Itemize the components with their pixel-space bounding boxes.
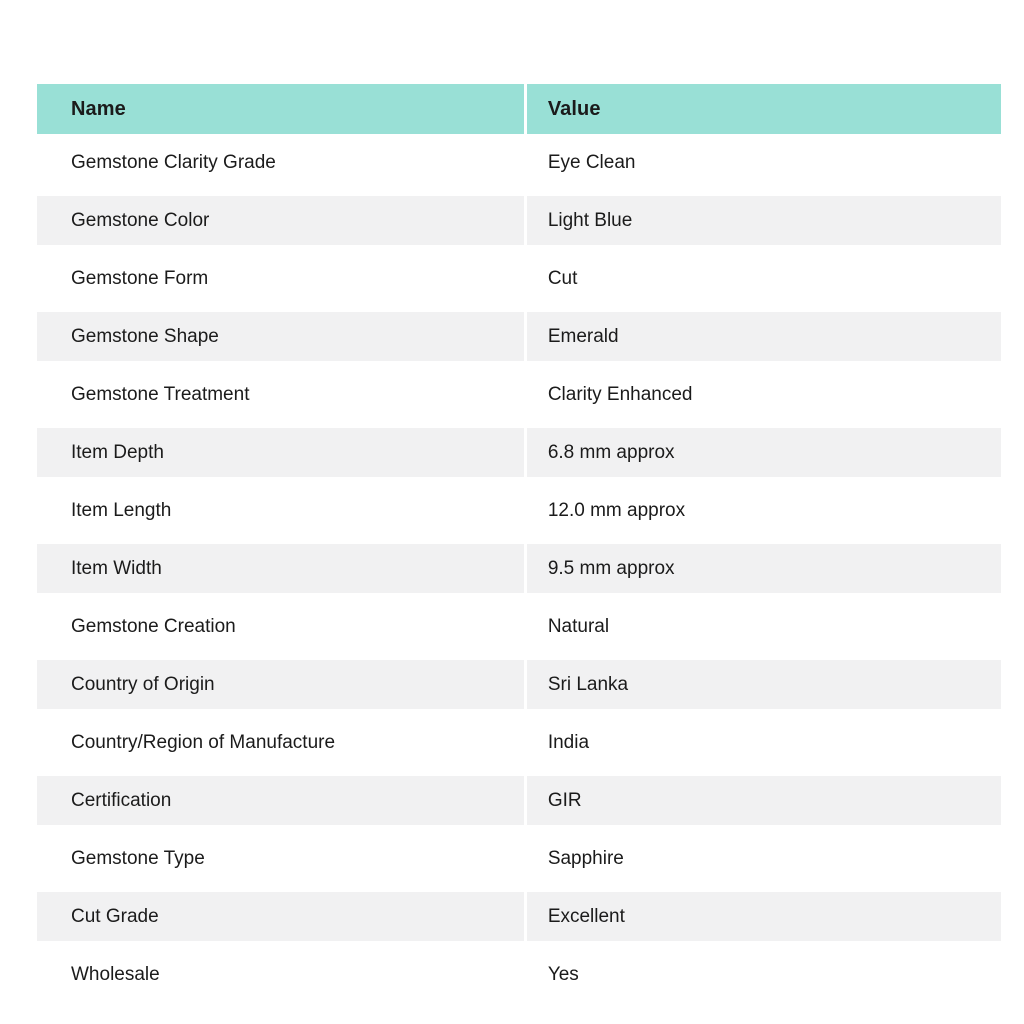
attribute-value-cell: India — [524, 714, 1001, 772]
table-row — [37, 482, 1001, 540]
attribute-value-cell: 9.5 mm approx — [524, 540, 1001, 598]
column-header-name: Name — [37, 84, 524, 134]
table-row — [37, 366, 1001, 424]
attribute-name-cell: Gemstone Type — [37, 830, 524, 888]
attribute-name-cell: Country/Region of Manufacture — [37, 714, 524, 772]
attribute-value-cell: Eye Clean — [524, 134, 1001, 192]
attribute-value-cell: Clarity Enhanced — [524, 366, 1001, 424]
attribute-value-cell: Light Blue — [524, 192, 1001, 250]
table-row — [37, 714, 1001, 772]
attribute-value-cell: Yes — [524, 946, 1001, 1004]
attribute-value-cell: GIR — [524, 772, 1001, 830]
table-row — [37, 946, 1001, 1004]
attribute-name-cell: Cut Grade — [37, 888, 524, 946]
attribute-value-cell: Sri Lanka — [524, 656, 1001, 714]
column-header-value: Value — [524, 84, 1001, 134]
table-row — [37, 424, 1001, 482]
attribute-name-cell: Item Depth — [37, 424, 524, 482]
item-specifics-table-container — [37, 84, 1001, 1004]
attribute-name-cell: Certification — [37, 772, 524, 830]
attribute-value-cell: Emerald — [524, 308, 1001, 366]
attribute-name-cell: Gemstone Treatment — [37, 366, 524, 424]
table-row — [37, 598, 1001, 656]
attribute-value-cell: Sapphire — [524, 830, 1001, 888]
table-row — [37, 192, 1001, 250]
attribute-name-cell: Country of Origin — [37, 656, 524, 714]
table-row — [37, 308, 1001, 366]
table-body — [37, 134, 1001, 1004]
table-row — [37, 772, 1001, 830]
table-row — [37, 830, 1001, 888]
attribute-name-cell: Wholesale — [37, 946, 524, 1004]
attribute-name-cell: Item Length — [37, 482, 524, 540]
attribute-value-cell: Excellent — [524, 888, 1001, 946]
attribute-value-cell: 6.8 mm approx — [524, 424, 1001, 482]
attribute-name-cell: Gemstone Color — [37, 192, 524, 250]
table-row — [37, 250, 1001, 308]
attribute-name-cell: Gemstone Clarity Grade — [37, 134, 524, 192]
attribute-name-cell: Item Width — [37, 540, 524, 598]
attribute-name-cell: Gemstone Shape — [37, 308, 524, 366]
table-row — [37, 888, 1001, 946]
attribute-value-cell: 12.0 mm approx — [524, 482, 1001, 540]
item-specifics-table — [37, 84, 1001, 1004]
attribute-value-cell: Natural — [524, 598, 1001, 656]
table-header-row — [37, 84, 1001, 134]
attribute-name-cell: Gemstone Creation — [37, 598, 524, 656]
attribute-name-cell: Gemstone Form — [37, 250, 524, 308]
table-row — [37, 656, 1001, 714]
table-row — [37, 540, 1001, 598]
table-row — [37, 134, 1001, 192]
attribute-value-cell: Cut — [524, 250, 1001, 308]
